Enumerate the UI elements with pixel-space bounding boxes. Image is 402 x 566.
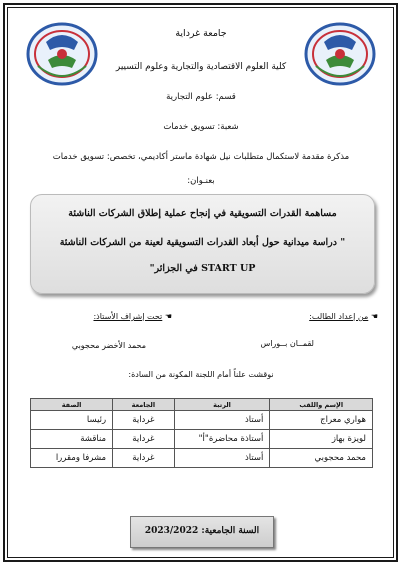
university-name: جامعة غرداية: [175, 28, 227, 39]
jury-rank: أستاذ: [174, 449, 270, 468]
jury-role: رئيسا: [31, 411, 113, 430]
thesis-title-line2: " دراسة ميدانية حول أبعاد القدرات التسويقية لعينة من الشركات الناشئة: [59, 237, 346, 248]
col-university: الجامعة: [113, 399, 175, 411]
student-name: لقمــان بــوراس: [260, 339, 314, 348]
jury-university: غرداية: [113, 411, 175, 430]
pointer-hand-icon: ☚: [164, 312, 172, 321]
supervisor-name: محمد الأخضر محجوبي: [71, 341, 146, 350]
jury-intro: نوقشت علناً أمام اللجنة المكونة من السادة:: [128, 370, 274, 379]
thesis-title-banner: [30, 194, 375, 294]
pointer-hand-icon: ☚: [370, 312, 378, 321]
student-label-text: من إعداد الطالب:: [309, 312, 369, 321]
supervisor-label: [93, 312, 172, 321]
jury-name: لويزة بهاز: [270, 430, 373, 449]
faculty-name: كلية العلوم الاقتصادية والتجارية وعلوم التسيير: [115, 62, 287, 72]
col-name: الإسم واللقب: [270, 399, 373, 411]
department-line: قسم: علوم التجارية: [166, 92, 236, 102]
thesis-title-line1: مساهمة القدرات التسويقية في إنجاح عملية إطلاق الشركات الناشئة: [68, 208, 337, 219]
jury-rank: أستاذ: [174, 411, 270, 430]
academic-year: السنة الجامعية: 2023/2022: [144, 526, 260, 536]
branch-line: شعبة: تسويق خدمات: [163, 122, 239, 132]
academic-year-box: [130, 516, 274, 548]
jury-role: مشرفا ومقررا: [31, 449, 113, 468]
col-rank: الرتبة: [174, 399, 270, 411]
table-row: [31, 430, 373, 449]
jury-university: غرداية: [113, 449, 175, 468]
jury-header-row: [31, 399, 373, 411]
supervisor-label-text: تحت إشراف الأستاذ:: [93, 312, 163, 321]
col-role: الصفة: [31, 399, 113, 411]
thesis-statement: مذكرة مقدمة لاستكمال متطلبات نيل شهادة ماستر أكاديمي، تخصص: تسويق خدمات: [52, 152, 350, 162]
jury-rank: أستاذة محاضرة"أ": [174, 430, 270, 449]
jury-name: محمد محجوبي: [270, 449, 373, 468]
jury-name: هواري معراج: [270, 411, 373, 430]
table-row: [31, 411, 373, 430]
title-label: بعنـوان:: [187, 176, 215, 186]
jury-university: غرداية: [113, 430, 175, 449]
student-label: [309, 312, 378, 321]
jury-role: مناقشة: [31, 430, 113, 449]
thesis-title-line3: START UP في الجزائر": [149, 263, 256, 274]
jury-table: [30, 398, 373, 468]
table-row: [31, 449, 373, 468]
